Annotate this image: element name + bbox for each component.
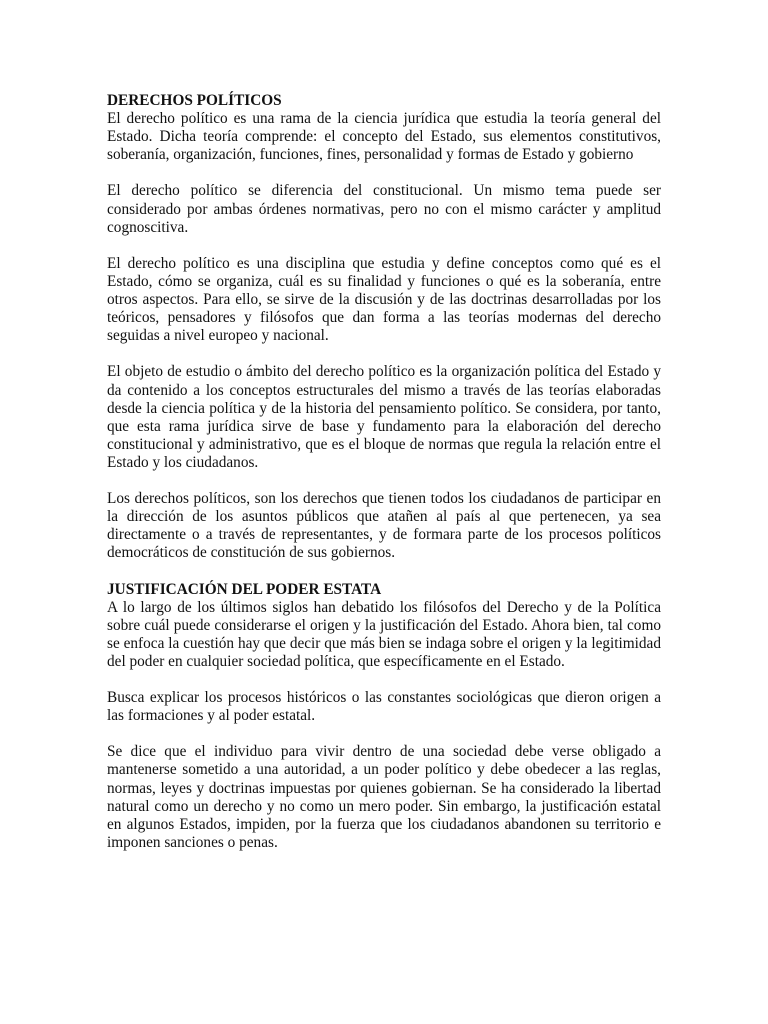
paragraph: El derecho político es una rama de la ciencia jurídica que estudia la teoría general del Estado. Dicha teoría comprende: el concepto del Estado, sus elementos constitutivos, soberanía, organización, funciones, fines, personalidad y formas de Estado y gobierno bbox=[107, 110, 661, 164]
section-justificacion-poder bbox=[107, 581, 661, 852]
paragraph: Los derechos políticos, son los derechos que tienen todos los ciudadanos de participar en la dirección de los asuntos públicos que atañen al país al que pertenecen, ya sea directamente o a través de representantes, y de formara parte de los procesos políticos democráticos de constitución de sus gobiernos. bbox=[107, 490, 661, 562]
document-page bbox=[107, 92, 661, 870]
paragraph: El objeto de estudio o ámbito del derecho político es la organización política del Estado y da contenido a los conceptos estructurales del mismo a través de las teorías elaboradas desde la ciencia política y de la historia del pensamiento político. Se considera, por tanto, que esta rama jurídica sirve de base y fundamento para la elaboración del derecho constitucional y administrativo, que es el bloque de normas que regula la relación entre el Estado y los ciudadanos. bbox=[107, 363, 661, 471]
paragraph: El derecho político se diferencia del constitucional. Un mismo tema puede ser considerado por ambas órdenes normativas, pero no con el mismo carácter y amplitud cognoscitiva. bbox=[107, 182, 661, 236]
section-heading: DERECHOS POLÍTICOS bbox=[107, 92, 282, 109]
section-heading: JUSTIFICACIÓN DEL PODER ESTATA bbox=[107, 580, 382, 598]
paragraph: El derecho político es una disciplina que estudia y define conceptos como qué es el Estado, cómo se organiza, cuál es su finalidad y funciones o qué es la soberanía, entre otros aspectos. Para ello, se sirve de la discusión y de las doctrinas desarrolladas por los teóricos, pensadores y filósofos que dan forma a las teorías modernas del derecho seguidas a nivel europeo y nacional. bbox=[107, 254, 661, 345]
paragraph: Busca explicar los procesos históricos o las constantes sociológicas que dieron origen a las formaciones y al poder estatal. bbox=[107, 689, 661, 725]
paragraph: Se dice que el individuo para vivir dentro de una sociedad debe verse obligado a mantenerse sometido a una autoridad, a un poder político y debe obedecer a las reglas, normas, leyes y doctrinas impuestas por quienes gobiernan. Se ha considerado la libertad natural como un derecho y no como un mero poder. Sin embargo, la justificación estatal en algunos Estados, impiden, por la fuerza que los ciudadanos abandonen su territorio e imponen sanciones o penas. bbox=[107, 743, 661, 851]
section-derechos-politicos bbox=[107, 92, 661, 562]
paragraph: A lo largo de los últimos siglos han debatido los filósofos del Derecho y de la Política sobre cuál puede considerarse el origen y la justificación del Estado. Ahora bien, tal como se enfoca la cuestión hay que decir que más bien se indaga sobre el origen y la legitimidad del poder en cualquier sociedad política, que específicamente en el Estado. bbox=[107, 598, 661, 670]
